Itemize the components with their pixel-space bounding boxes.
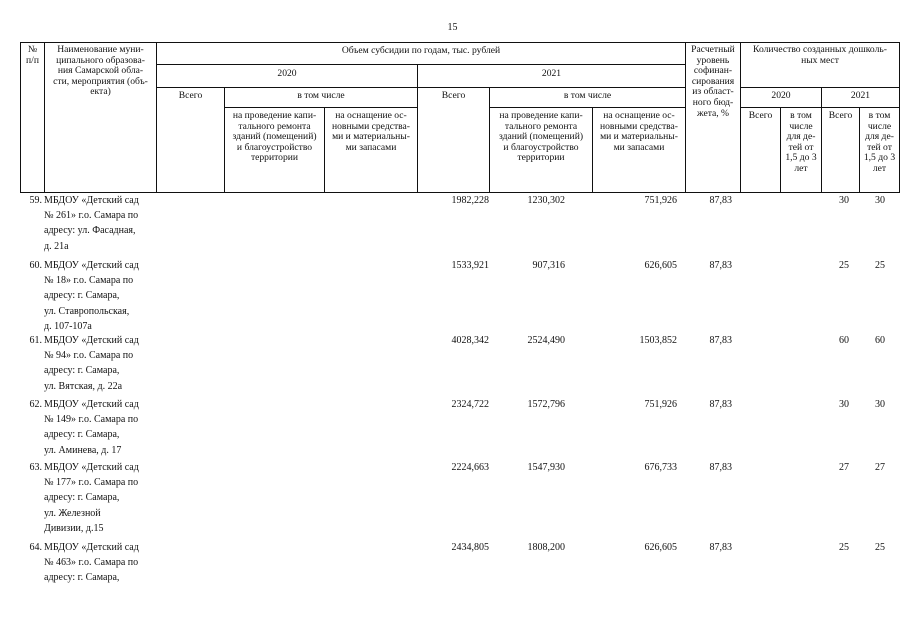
row-places-young-2021: 30 [875, 195, 885, 206]
row-total-2021: 1533,921 [451, 260, 489, 271]
row-cofinancing: 87,83 [709, 195, 732, 206]
row-equipment-2021: 751,926 [644, 399, 677, 410]
header-including-2020: в том числе [297, 90, 345, 101]
row-name: МБДОУ «Детский сад № 463» г.о. Самара по адресу: г. Самара, [44, 542, 139, 584]
row-total-2021: 2324,722 [451, 399, 489, 410]
header-line-total [156, 87, 685, 88]
row-cofinancing: 87,83 [709, 335, 732, 346]
row-number: 59. [29, 195, 42, 206]
header-places-2020: 2020 [771, 90, 791, 101]
header-equipment-2020: на оснащение ос- новными средства- ми и материальны- ми запасами [331, 110, 411, 153]
header-equipment-2021: на оснащение ос- новными средства- ми и материальны- ми запасами [599, 110, 679, 153]
row-cofinancing: 87,83 [709, 462, 732, 473]
row-name: МБДОУ «Детский сад № 149» г.о. Самара по адресу: г. Самара, ул. Аминева, д. 17 [44, 399, 139, 456]
row-equipment-2021: 751,926 [644, 195, 677, 206]
row-places-young-2021: 25 [875, 260, 885, 271]
row-number: 61. [29, 335, 42, 346]
row-number: 60. [29, 260, 42, 271]
header-col-name: Наименование муни- ципального образова- ния Самарской обла- сти, мероприятия (объ- екта) [53, 44, 148, 98]
row-repair-2021: 1572,796 [527, 399, 565, 410]
table-header [20, 42, 900, 193]
header-places: Количество созданных дошколь- ных мест [753, 44, 887, 66]
row-total-2021: 1982,228 [451, 195, 489, 206]
header-year-2020: 2020 [277, 68, 297, 79]
row-total-2021: 2224,663 [451, 462, 489, 473]
row-equipment-2021: 626,605 [644, 542, 677, 553]
row-places-young-2021: 27 [875, 462, 885, 473]
header-year-2021: 2021 [541, 68, 562, 79]
row-repair-2021: 1230,302 [527, 195, 565, 206]
header-vline-2 [156, 42, 157, 193]
header-including-2021: в том числе [563, 90, 612, 101]
row-name: МБДОУ «Детский сад № 261» г.о. Самара по адресу: ул. Фасадная, д. 21а [44, 195, 139, 252]
row-places-2021: 30 [839, 399, 849, 410]
row-repair-2021: 1547,930 [527, 462, 565, 473]
header-places-young-2020: в том числе для де- тей от 1,5 до 3 лет [785, 110, 817, 174]
header-places-young-2021: в том числе для де- тей от 1,5 до 3 лет [863, 110, 896, 174]
row-equipment-2021: 626,605 [644, 260, 677, 271]
header-total-2021: Всего [441, 90, 466, 101]
header-line-incl-2020 [224, 107, 417, 108]
header-line-years [156, 64, 685, 65]
row-places-young-2021: 25 [875, 542, 885, 553]
header-places-total-2020: Всего [748, 110, 773, 121]
row-repair-2021: 1808,200 [527, 542, 565, 553]
header-vline-11 [821, 87, 822, 193]
header-subsidy: Объем субсидии по годам, тыс. рублей [341, 45, 501, 56]
header-repair-2020: на проведение капи- тального ремонта зданий (помещений) и благоустройство территории [232, 110, 317, 164]
header-line-places-years [740, 87, 900, 88]
header-vline-5 [417, 64, 418, 193]
header-cofinancing: Расчетный уровень софинан- сирования из област- ного бюд- жета, % [691, 44, 735, 119]
row-total-2021: 4028,342 [451, 335, 489, 346]
header-vline-13 [899, 42, 900, 193]
header-line-places-sub [740, 107, 900, 108]
row-name: МБДОУ «Детский сад № 177» г.о. Самара по адресу: г. Самара, ул. Железной Дивизии, д.15 [44, 462, 139, 534]
row-places-2021: 25 [839, 260, 849, 271]
row-repair-2021: 2524,490 [527, 335, 565, 346]
row-places-2021: 30 [839, 195, 849, 206]
row-name: МБДОУ «Детский сад № 18» г.о. Самара по адресу: г. Самара, ул. Ставропольская, д. 107-107а [44, 260, 139, 332]
row-cofinancing: 87,83 [709, 542, 732, 553]
row-cofinancing: 87,83 [709, 260, 732, 271]
row-equipment-2021: 1503,852 [639, 335, 677, 346]
header-repair-2021: на проведение капи- тального ремонта зданий (помещений) и благоустройство территории [498, 110, 584, 164]
header-top-line [20, 42, 900, 43]
row-equipment-2021: 676,733 [644, 462, 677, 473]
row-places-young-2021: 30 [875, 399, 885, 410]
row-number: 63. [29, 462, 42, 473]
row-places-2021: 25 [839, 542, 849, 553]
row-total-2021: 2434,805 [451, 542, 489, 553]
row-places-2021: 60 [839, 335, 849, 346]
header-line-incl-2021 [489, 107, 685, 108]
row-repair-2021: 907,316 [532, 260, 565, 271]
row-number: 62. [29, 399, 42, 410]
row-places-young-2021: 60 [875, 335, 885, 346]
page-number: 15 [447, 22, 458, 33]
row-cofinancing: 87,83 [709, 399, 732, 410]
header-places-2021: 2021 [850, 90, 871, 101]
header-total-2020: Всего [178, 90, 203, 101]
header-col-no: № п/п [26, 44, 39, 66]
row-name: МБДОУ «Детский сад № 94» г.о. Самара по адресу: г. Самара, ул. Вятская, д. 22а [44, 335, 139, 392]
row-number: 64. [29, 542, 42, 553]
row-places-2021: 27 [839, 462, 849, 473]
header-places-total-2021: Всего [828, 110, 853, 121]
